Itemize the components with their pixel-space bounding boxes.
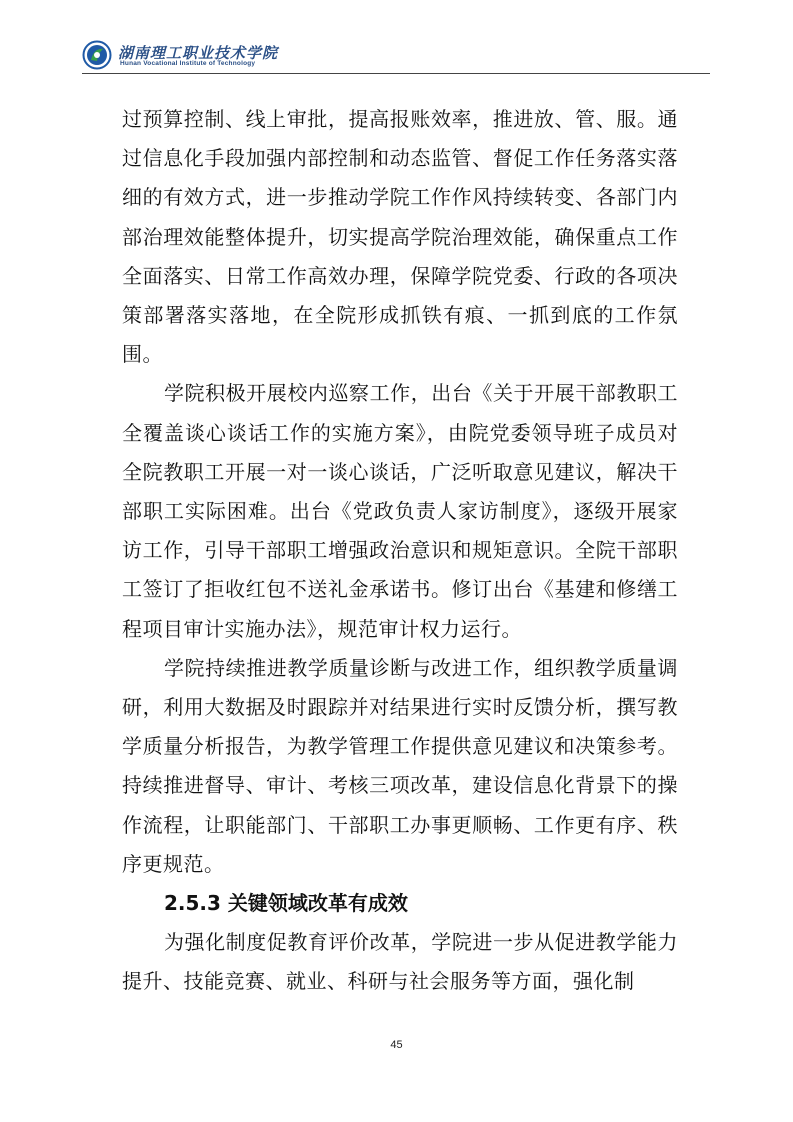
page-body (122, 100, 678, 1002)
body-paragraph: 为强化制度促教育评价改革，学院进一步从促进教学能力提升、技能竞赛、就业、科研与社会服务等方面，强化制 (122, 930, 678, 994)
body-paragraph: 学院积极开展校内巡察工作，出台《关于开展干部教职工全覆盖谈心谈话工作的实施方案》，由院党委领导班子成员对全院教职工开展一对一谈心谈话，广泛听取意见建议，解决干部职工实际困难。出台《党政负责人家访制度》，逐级开展家访工作，引导干部职工增强政治意识和规矩意识。全院干部职工签订了拒收红包不送礼金承诺书。修订出台《基建和修缮工程项目审计实施办法》，规范审计权力运行。 (122, 381, 678, 641)
body-paragraph: 学院持续推进教学质量诊断与改进工作，组织教学质量调研，利用大数据及时跟踪并对结果进行实时反馈分析，撰写教学质量分析报告，为教学管理工作提供意见建议和决策参考。持续推进督导、审计、考核三项改革，建设信息化背景下的操作流程，让职能部门、干部职工办事更顺畅、工作更有序、秩序更规范。 (122, 655, 678, 876)
page-number: 45 (390, 1039, 403, 1051)
school-name-cn: 湖南理工职业技术学院 (118, 44, 279, 62)
school-name-en: Hunan Vocational Institute of Technology (120, 60, 256, 67)
section-heading: 2.5.3 关键领域改革有成效 (164, 891, 408, 916)
page-header (82, 40, 710, 76)
body-paragraph: 过预算控制、线上审批，提高报账效率，推进放、管、服。通过信息化手段加强内部控制和动态监管、督促工作任务落实落细的有效方式，进一步推动学院工作作风持续转变、各部门内部治理效能整体提升，切实提高学院治理效能，确保重点工作全面落实、日常工作高效办理，保障学院党委、行政的各项决策部署落实落地，在全院形成抓铁有痕、一抓到底的工作氛围。 (122, 107, 678, 367)
school-emblem-icon (82, 40, 112, 70)
header-divider (82, 73, 710, 74)
